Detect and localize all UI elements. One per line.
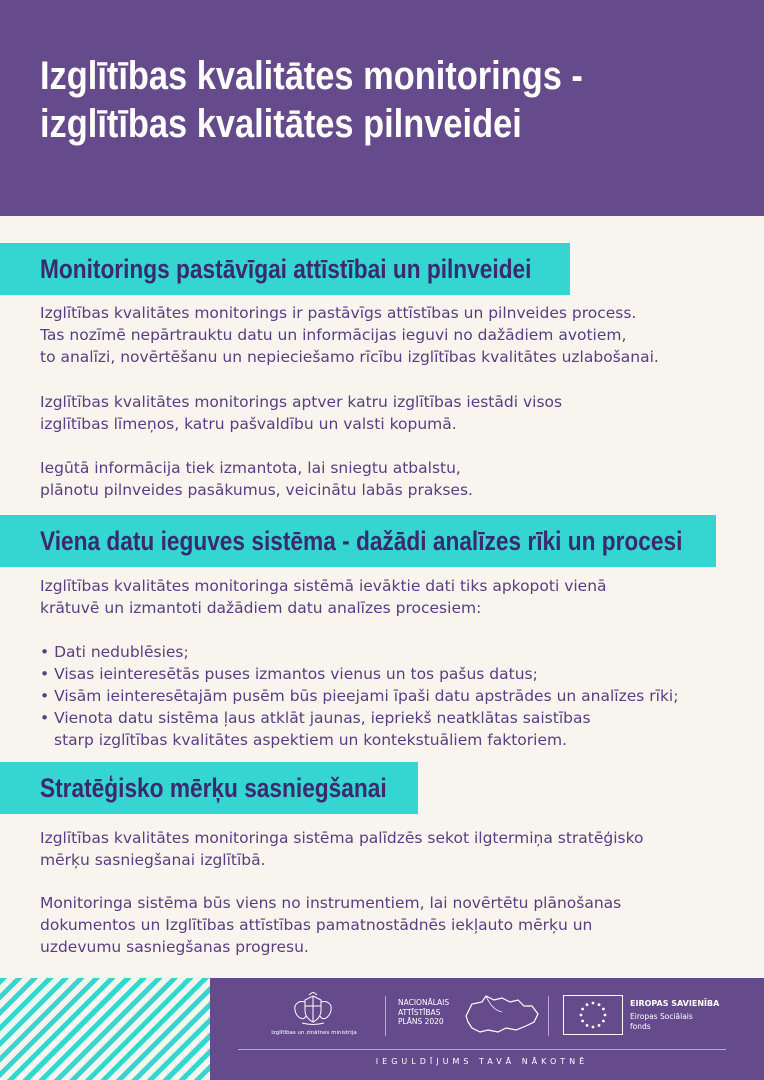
section-band-3 <box>0 762 418 814</box>
divider <box>385 996 386 1036</box>
ministry-label: Izglītības un zinātnes ministrija <box>271 1030 357 1036</box>
section-band-2 <box>0 515 716 567</box>
eu-flag-icon <box>563 995 623 1035</box>
header-banner <box>0 0 764 216</box>
section-3-paragraph-2: Monitoringa sistēma būs viens no instrumentiem, lai novērtētu plānošanas dokumentos un Izglītības attīstības pamatnostādnēs iekļauto mērķu un uzdevumu sasniegšanas progresu. <box>40 894 622 956</box>
section-title-3: Stratēģisko mērķu sasniegšanai <box>40 773 387 803</box>
section-3-paragraph-1: Izglītības kvalitātes monitoringa sistēma palīdzēs sekot ilgtermiņa stratēģisko mērķu sasniegšanai izglītībā. <box>40 829 644 869</box>
list-item: • Visām ieinteresētajām pusēm būs pieejami īpaši datu apstrādes un analīzes rīki; <box>40 687 679 705</box>
section-title-2: Viena datu ieguves sistēma - dažādi analīzes rīki un procesi <box>40 526 683 556</box>
footer-divider <box>238 1049 726 1050</box>
list-item: • Dati nedublēsies; <box>40 643 189 661</box>
eu-title: EIROPAS SAVIENĪBA <box>630 999 720 1008</box>
section-2-paragraph-1: Izglītības kvalitātes monitoringa sistēmā ievāktie dati tiks apkopoti vienā krātuvē un izmantoti dažādiem datu analīzes procesiem: <box>40 577 607 617</box>
section-1-paragraph-2: Izglītības kvalitātes monitorings aptver katru izglītības iestādi visos izglītības līmeņos, katru pašvaldību un valsti kopumā. <box>40 393 563 433</box>
striped-decoration <box>0 978 210 1080</box>
nap-label: NACIONĀLAIS ATTĪSTĪBAS PLĀNS 2020 <box>398 998 450 1026</box>
list-item: • Visas ieinteresētās puses izmantos vienus un tos pašus datus; <box>40 665 538 683</box>
footer <box>0 978 764 1080</box>
section-2-bullet-list <box>40 641 760 751</box>
section-title-1: Monitorings pastāvīgai attīstībai un pilnveidei <box>40 254 532 284</box>
tagline: IEGULDĪJUMS TAVĀ NĀKOTNĒ <box>375 1057 589 1066</box>
eu-fund-label: Eiropas Sociālais fonds <box>630 1012 693 1031</box>
latvia-map-outline-icon <box>462 992 542 1036</box>
ministry-coat-of-arms-icon <box>290 992 336 1026</box>
section-band-1 <box>0 243 570 295</box>
section-1-paragraph-1: Izglītības kvalitātes monitorings ir pastāvīgs attīstības un pilnveides process. Tas nozīmē nepārtrauktu datu un informācijas ieguvi no dažādiem avotiem, to analīzi, novērtēšanu un nepieciešamo rīcību izglītības kvalitātes uzlabošanai. <box>40 304 659 366</box>
divider <box>548 996 549 1036</box>
section-1-paragraph-3: Iegūtā informācija tiek izmantota, lai sniegtu atbalstu, plānotu pilnveides pasākumus, veicinātu labās prakses. <box>40 459 473 499</box>
page-title: Izglītības kvalitātes monitorings - izglītības kvalitātes pilnveidei <box>40 54 583 146</box>
list-item: • Vienota datu sistēma ļaus atklāt jaunas, iepriekš neatklātas saistības starp izglītības kvalitātes aspektiem un kontekstuāliem faktoriem. <box>40 709 591 749</box>
